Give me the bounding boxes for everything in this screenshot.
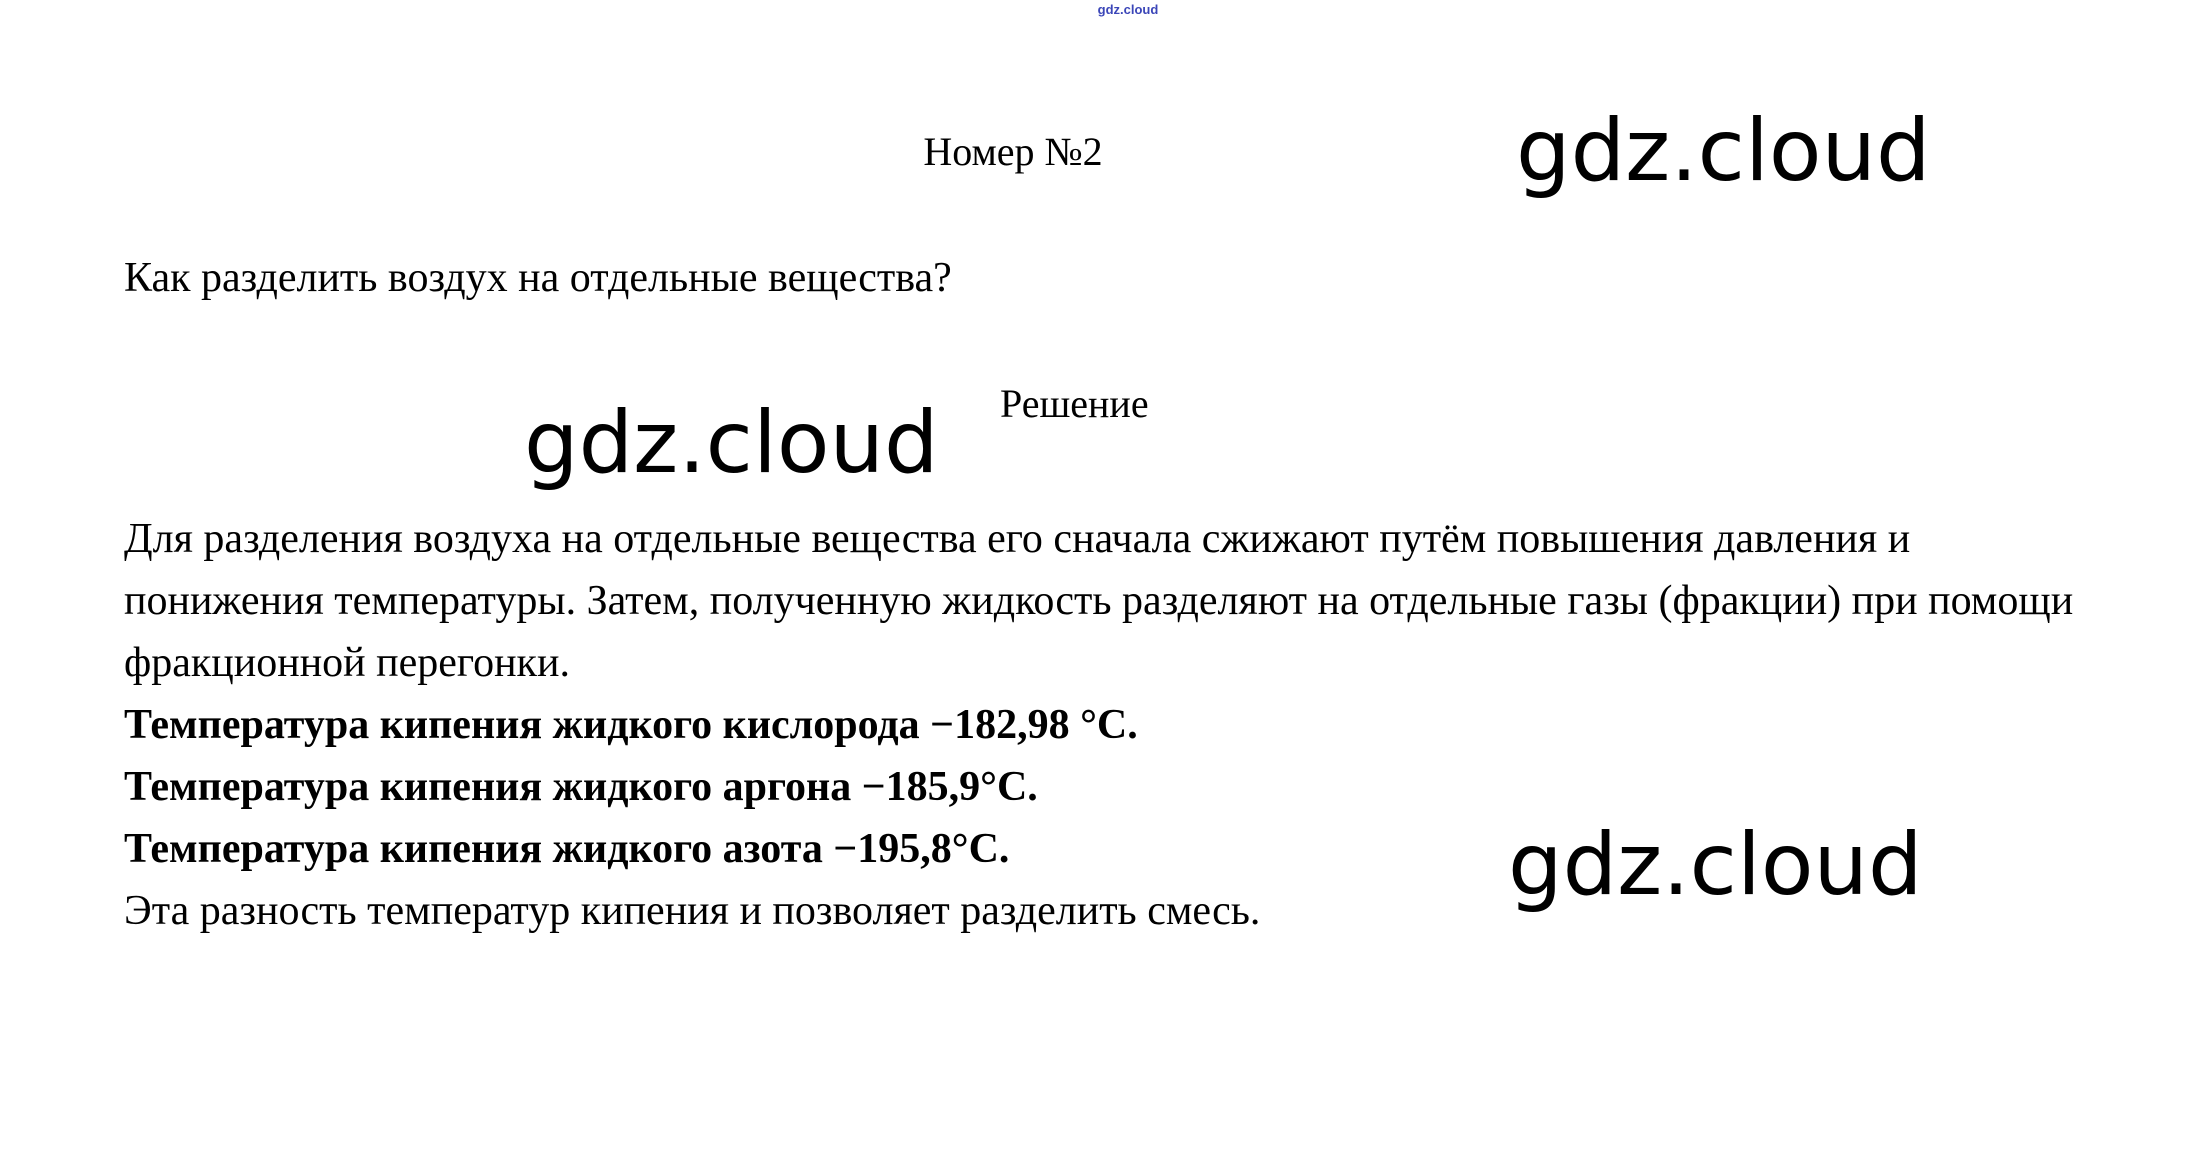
boiling-point-oxygen: Температура кипения жидкого кислорода −182,98 °C. (124, 702, 1138, 748)
solution-label: Решение (1000, 381, 1149, 426)
boiling-point-nitrogen: Температура кипения жидкого азота −195,8°C. (124, 826, 1010, 872)
boiling-point-argon: Температура кипения жидкого аргона −185,9°C. (124, 764, 1038, 810)
page-title-text: Номер №2 (923, 129, 1103, 174)
solution-paragraph: Для разделения воздуха на отдельные вещества его сначала сжижают путём повышения давления и понижения температуры. Затем, полученную жидкость разделяют на отдельные газы (фракции) при помощи фракционной перегонки. (124, 516, 2074, 686)
closing-line: Эта разность температур кипения и позволяет разделить смесь. (124, 888, 1261, 934)
watermark-top-right: gdz.cloud (1516, 101, 1931, 201)
watermark-middle: gdz.cloud (524, 393, 939, 493)
watermark-bottom-right: gdz.cloud (1508, 815, 1923, 915)
top-watermark: gdz.cloud (1097, 2, 1159, 17)
question-text: Как разделить воздух на отдельные вещества? (124, 255, 952, 301)
